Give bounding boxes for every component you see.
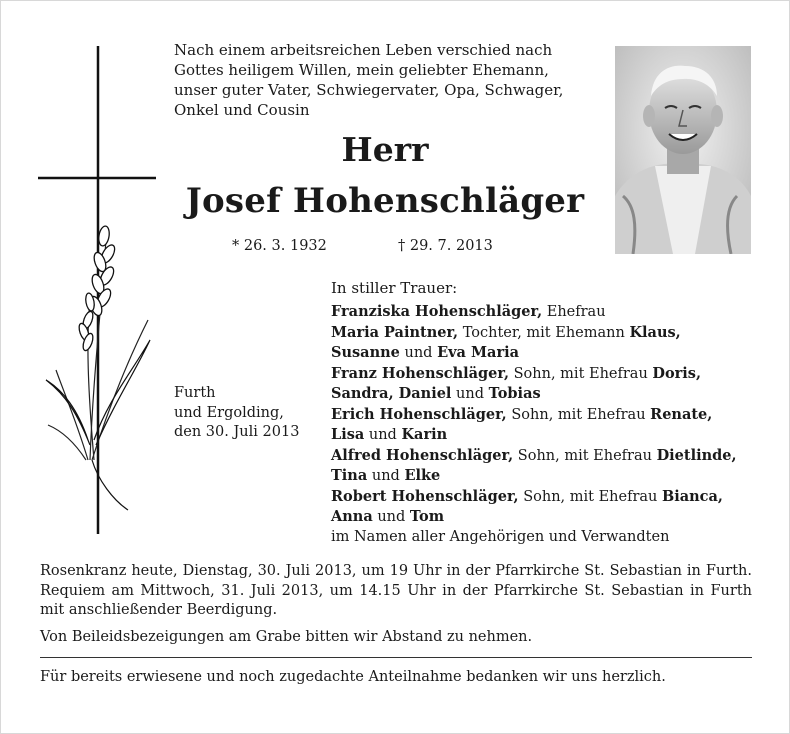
mourner-relation: und [399, 345, 438, 361]
mourner-line [331, 507, 771, 528]
intro-line: Gottes heiligem Willen, mein geliebter Ehemann, [174, 61, 549, 79]
mourner-name: Tom [409, 508, 445, 525]
mourner-name: Bianca, [661, 487, 723, 505]
intro-text [174, 40, 614, 120]
mourner-name: Anna [331, 508, 373, 525]
intro-line: unser guter Vater, Schwiegervater, Opa, Schwager, [174, 81, 564, 99]
divider [40, 657, 752, 658]
mourner-name: Alfred Hohenschläger, [331, 446, 514, 464]
mourner-line [331, 343, 771, 364]
mourner-name: Lisa [331, 426, 365, 443]
portrait-photo [615, 46, 751, 254]
place-line: und Ergolding, [174, 404, 284, 421]
cross-with-wheat-icon [38, 40, 168, 540]
mourner-line [331, 528, 771, 548]
mourner-name: Eva Maria [437, 344, 519, 361]
mourner-relation: und [364, 427, 402, 443]
mourner-line [331, 323, 771, 344]
deceased-name: Josef Hohenschläger [185, 181, 585, 221]
mourner-relation: Sohn, mit Ehefrau [506, 406, 651, 423]
mourner-line [331, 487, 771, 508]
mourner-relation: Sohn, mit Ehefrau [513, 447, 657, 464]
mourner-name: Susanne [331, 344, 400, 361]
service-details: Rosenkranz heute, Dienstag, 30. Juli 2013, um 19 Uhr in der Pfarrkirche St. Sebastian in Furth. Requiem am Mittwoch, 31. Juli 2013, um 14.15 Uhr in der Pfarrkirche St. Sebastian in Furth mit anschließender Beerdigung. [40, 563, 752, 618]
mourners-list [331, 302, 771, 547]
place-line: Furth [174, 385, 216, 401]
mourner-name: Franziska Hohenschläger, [331, 303, 543, 320]
mourning-heading: In stiller Trauer: [331, 279, 458, 297]
mourner-name: Tina [331, 467, 368, 484]
thanks-note: Für bereits erwiesene und noch zugedachte Anteilnahme bedanken wir uns herzlich. [40, 669, 666, 685]
intro-line: Onkel und Cousin [174, 101, 310, 119]
mourner-name: Franz Hohenschläger, [331, 364, 510, 382]
mourner-name: Dietlinde, [656, 446, 737, 464]
mourner-line [331, 425, 771, 446]
mourner-name: Robert Hohenschläger, [331, 487, 519, 505]
mourner-line [331, 466, 771, 487]
mourner-relation: Tochter, mit Ehemann [458, 324, 630, 341]
mourner-name: Karin [401, 426, 448, 443]
mourner-relation: Sohn, mit Ehefrau [509, 365, 653, 382]
mourner-name: Sandra, Daniel [331, 385, 452, 402]
mourner-relation: und [372, 509, 410, 525]
mourner-name: Elke [404, 467, 441, 484]
death-date: † 29. 7. 2013 [398, 238, 493, 254]
place-line: den 30. Juli 2013 [174, 424, 300, 440]
title-herr: Herr [341, 130, 429, 169]
mourner-line [331, 446, 771, 467]
mourner-relation: und [367, 468, 405, 484]
mourner-name: Klaus, [629, 323, 681, 341]
mourner-line [331, 302, 771, 323]
condolence-note: Von Beileidsbezeigungen am Grabe bitten wir Abstand zu nehmen. [40, 629, 533, 645]
mourner-relation: im Namen aller Angehörigen und Verwandten [331, 528, 670, 545]
mourner-line [331, 405, 771, 426]
mourner-relation: Ehefrau [542, 304, 606, 320]
intro-line: Nach einem arbeitsreichen Leben verschied nach [174, 41, 553, 59]
mourner-line [331, 384, 771, 405]
mourner-name: Erich Hohenschläger, [331, 405, 507, 423]
mourner-name: Maria Paintner, [331, 323, 459, 341]
mourner-name: Renate, [650, 405, 713, 423]
place-date [174, 384, 324, 443]
mourner-relation: und [451, 386, 489, 402]
mourner-name: Tobias [488, 385, 541, 402]
birth-date: * 26. 3. 1932 [232, 238, 327, 254]
mourner-relation: Sohn, mit Ehefrau [518, 488, 662, 505]
mourner-line [331, 364, 771, 385]
mourner-name: Doris, [652, 364, 702, 382]
